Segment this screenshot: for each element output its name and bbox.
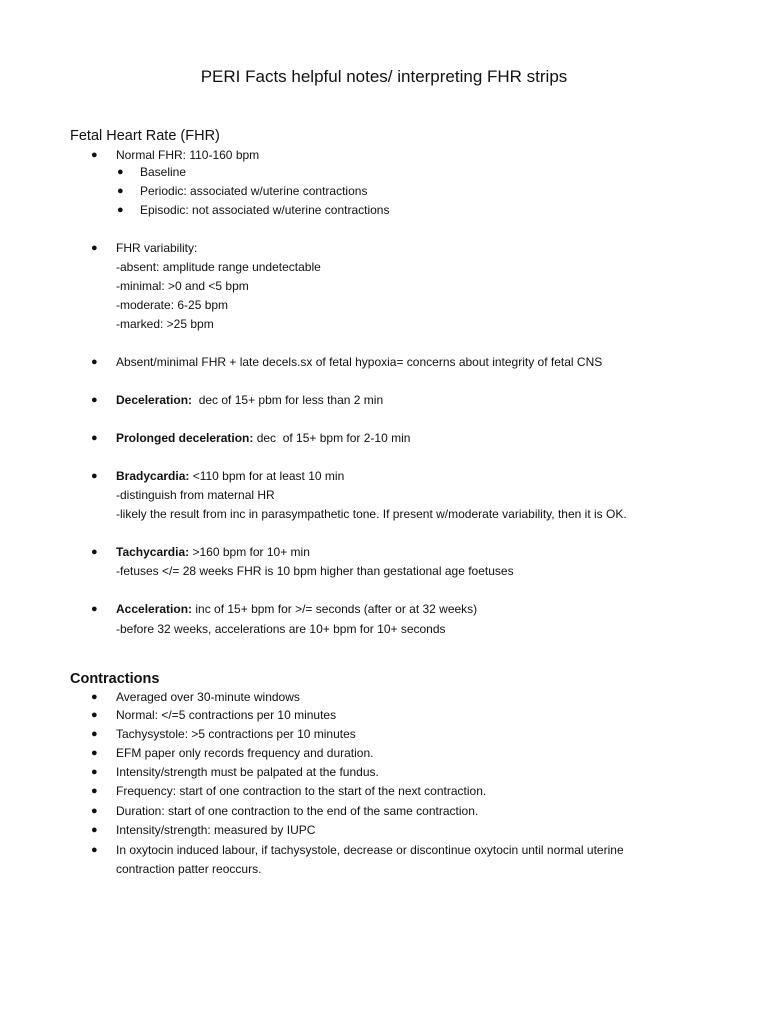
definition: dec of 15+ bpm for 2-10 min: [253, 431, 411, 445]
bullet-icon: ●: [91, 766, 98, 778]
variability-line: -moderate: 6-25 bpm: [116, 298, 229, 312]
contractions-heading: Contractions: [70, 671, 160, 687]
acceleration-line: -before 32 weeks, accelerations are 10+ bpm for 10+ seconds: [116, 622, 446, 636]
bullet-icon: ●: [91, 394, 98, 406]
definition: <110 bpm for at least 10 min: [189, 469, 345, 483]
bullet-icon: ●: [117, 185, 124, 197]
sub-item-text: Baseline: [140, 165, 187, 179]
bullet-icon: ●: [91, 149, 98, 161]
deceleration-text: [116, 391, 698, 410]
bullet-icon: ●: [117, 166, 124, 178]
term: Deceleration:: [116, 393, 193, 407]
bradycardia-line: -distinguish from maternal HR: [116, 488, 275, 502]
contraction-item-text: Averaged over 30-minute windows: [116, 690, 300, 704]
contraction-item-text: Tachysystole: >5 contractions per 10 minutes: [116, 727, 356, 741]
prolonged-text: [116, 429, 698, 448]
contraction-item-text: EFM paper only records frequency and duration.: [116, 746, 374, 760]
sub-item-text: Episodic: not associated w/uterine contractions: [140, 203, 390, 217]
bullet-icon: ●: [91, 356, 98, 368]
contraction-item-text: Intensity/strength: measured by IUPC: [116, 823, 316, 837]
contraction-item-text: Intensity/strength must be palpated at the fundus.: [116, 765, 379, 779]
term: Prolonged deceleration:: [116, 431, 254, 445]
bradycardia-text: [116, 467, 698, 486]
document-title: PERI Facts helpful notes/ interpreting FHR strips: [200, 67, 568, 86]
fhr-heading: Fetal Heart Rate (FHR): [70, 128, 220, 144]
bullet-icon: ●: [91, 470, 98, 482]
bullet-icon: ●: [91, 546, 98, 558]
bullet-icon: ●: [91, 728, 98, 740]
bullet-icon: ●: [91, 242, 98, 254]
contraction-item-continuation: contraction patter reoccurs.: [116, 862, 262, 876]
term: Acceleration:: [116, 602, 193, 616]
bullet-icon: ●: [91, 844, 98, 856]
term: Tachycardia:: [116, 545, 190, 559]
contraction-item-text: Duration: start of one contraction to the end of the same contraction.: [116, 804, 479, 818]
bullet-icon: ●: [91, 432, 98, 444]
sub-item-text: Periodic: associated w/uterine contractions: [140, 184, 368, 198]
bullet-icon: ●: [91, 805, 98, 817]
bullet-icon: ●: [91, 603, 98, 615]
bullet-icon: ●: [91, 709, 98, 721]
definition: dec of 15+ pbm for less than 2 min: [192, 393, 384, 407]
variability-label: FHR variability:: [116, 241, 198, 255]
bullet-icon: ●: [91, 691, 98, 703]
tachycardia-line: -fetuses </= 28 weeks FHR is 10 bpm higher than gestational age foetuses: [116, 564, 514, 578]
bullet-icon: ●: [91, 824, 98, 836]
variability-line: -minimal: >0 and <5 bpm: [116, 279, 249, 293]
variability-line: -absent: amplitude range undetectable: [116, 260, 321, 274]
normal-fhr-text: Normal FHR: 110-160 bpm: [116, 148, 260, 162]
contraction-item-text: Frequency: start of one contraction to the start of the next contraction.: [116, 784, 487, 798]
contraction-item-text: In oxytocin induced labour, if tachysystole, decrease or discontinue oxytocin until normal uterine: [116, 843, 624, 857]
acceleration-text: [116, 600, 698, 619]
variability-line: -marked: >25 bpm: [116, 317, 214, 331]
absent-minimal-text: Absent/minimal FHR + late decels.sx of fetal hypoxia= concerns about integrity of fetal CNS: [116, 355, 603, 369]
bullet-icon: ●: [91, 747, 98, 759]
bullet-icon: ●: [117, 204, 124, 216]
definition: >160 bpm for 10+ min: [189, 545, 310, 559]
term: Bradycardia:: [116, 469, 190, 483]
bradycardia-line: -likely the result from inc in parasympathetic tone. If present w/moderate variability, then it is OK.: [116, 507, 627, 521]
contraction-item-text: Normal: </=5 contractions per 10 minutes: [116, 708, 337, 722]
bullet-icon: ●: [91, 785, 98, 797]
tachycardia-text: [116, 543, 698, 562]
definition: inc of 15+ bpm for >/= seconds (after or at 32 weeks): [192, 602, 478, 616]
